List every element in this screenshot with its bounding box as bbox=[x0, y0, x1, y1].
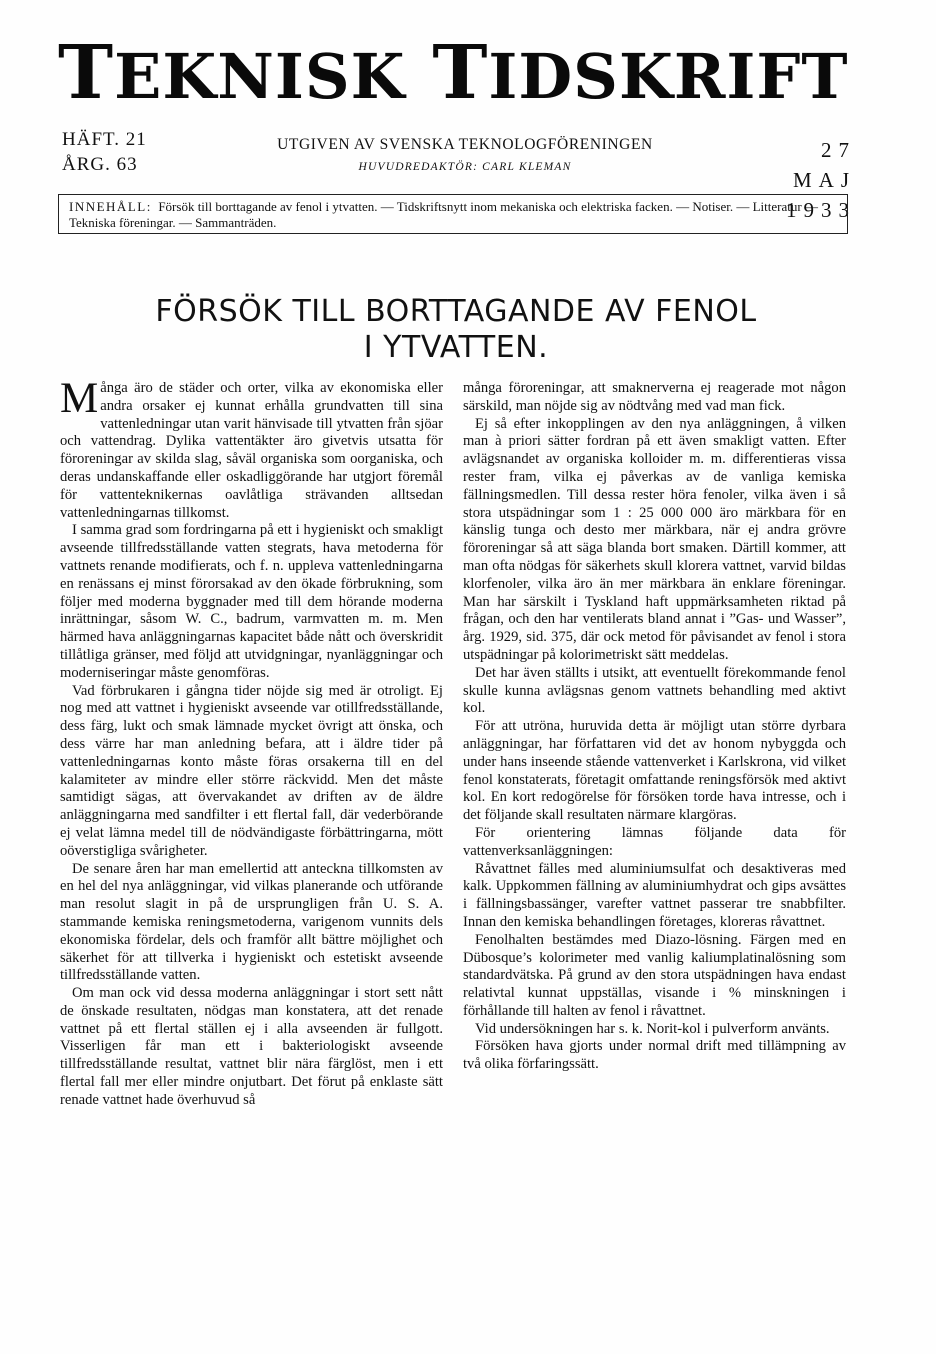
paragraph: Råvattnet fälles med aluminiumsulfat och desaktiveras med kalk. Uppkommen fällning av aluminiumhydrat och gips avsättes i fällningsbassänger, varefter vattnet passerar tre snabbfilter. Innan den kemiska behandlingen företages, kloreras råvattnet. bbox=[463, 860, 846, 930]
paragraph: Vid undersökningen har s. k. Norit-kol i pulverform använts. bbox=[475, 1020, 830, 1037]
masthead-word-2: IDSKRIFT bbox=[488, 40, 849, 113]
paragraph: Det har även ställts i utsikt, att eventuellt förekommande fenol skulle kunna avlägsnas genom vattnets behandling med aktivt kol. bbox=[463, 664, 846, 717]
table-of-contents bbox=[58, 194, 848, 234]
masthead-title bbox=[58, 18, 858, 128]
paragraph: Ej så efter inkopplingen av den nya anläggningen, å vilken man à priori sätter fordran på ett även smakligt vatten. Efter avlägsnandet av organiska kolloider m. m. differentieras vissa rester fram, vilka ej påverkas av de vanliga kemiska fällningsmedlen. Till dessa rester höra fenoler, vilka även i så stora utspädningar som 1 : 25 000 000 äro märkbara för en känslig tunga och desto mer märkbara, när ej andra grövre föroreningar så att säga blanda bort smaken. Därtill kommer, att man ofta nödgas för säkerhets skull klorera vattnet, varvid bildas klorfenoler, vilka äro än mer märkbara än enklare föreningar. Man har särskilt i Tyskland haft uppmärksamheten riktad på frågan, och den har ventilerats bland annat i ”Gas- und Wasser”, årg. 1929, sid. 375, där ock metod för påvisandet av fenol i stora utspädningar på kolorimetriskt sätt meddelas. bbox=[463, 415, 846, 663]
article-title bbox=[100, 294, 812, 366]
issue-year: 1933 bbox=[786, 198, 856, 222]
paragraph-text: ånga äro de städer och orter, vilka av ekonomiska eller andra orsaker ej kunnat erhålla grundvatten till sina vattenledningar utan varit hänvisade till ytvatten från sjöar och vattendrag. Dylika vattentäkter äro givetvis utsatta för föroreningar av skilda slag, såväl organiska som oorganiska, och deras undanskaffande eller oskadliggörande har utgjort föremål för vattenteknikernas oavlåtliga strävanden alltsedan vattenledningarnas tillkomst. bbox=[60, 380, 443, 521]
article-column-right bbox=[463, 380, 846, 1074]
paragraph: För att utröna, huruvida detta är möjligt utan större dyrbara anläggningar, har författaren vid det av honom nybyggda och under hans inseende stående vattenverket i Karlskrona, vid vilket fenol konstaterats, företagit omfattande reningsförsök med aktivt kol. En kort redogörelse för försöken torde hava intresse, och i det följande skall resultaten närmare klargöras. bbox=[463, 718, 846, 824]
article-column-left bbox=[60, 375, 443, 1110]
editor-line: HUVUDREDAKTÖR: CARL KLEMAN bbox=[358, 161, 572, 173]
article-title-line-2: I YTVATTEN. bbox=[363, 330, 549, 365]
issue-info bbox=[62, 127, 147, 177]
paragraph: För orientering lämnas följande data för vattenverksanläggningen: bbox=[463, 824, 846, 859]
paragraph: många föroreningar, att smaknerverna ej reagerade mot någon särskild, man nöjde sig av nödtvång med vad man fick. bbox=[463, 380, 846, 414]
masthead-initial: T bbox=[58, 30, 115, 116]
toc-label: INNEHÅLL: bbox=[69, 199, 152, 214]
masthead-initial-2: T bbox=[432, 30, 489, 116]
paragraph bbox=[60, 375, 443, 522]
issue-day-month: 27 MAJ bbox=[792, 138, 856, 192]
article-title-line-1: FÖRSÖK TILL BORTTAGANDE AV FENOL bbox=[155, 294, 757, 329]
paragraph: Vad förbrukaren i gångna tider nöjde sig med är otroligt. Ej nog med att vattnet i hygieniskt avseende var otillfredsställande, dess färg, lukt och smak lämnade mycket övrigt att önska, och dess värre har man anledning befara, att i äldre tider på vattenledningarnas konto måste föras orsakerna till en del kalamiteter av mindre eller större räckvidd. Men det måste samtidigt sägas, att övervakandet av driften av de äldre anläggningarna med sandfilter i ett flertal fall, där vederbörande ej velat lämna medel till de nödvändigaste förbättringarna, mött oöverstigliga svårigheter. bbox=[60, 682, 443, 859]
paragraph: De senare åren har man emellertid att anteckna tillkomsten av en hel del nya anläggningar, vid vilkas planerande och utförande man resolut slagit in på de ursprungligen från U. S. A. stammande kemiska reningsmetoderna, varigenom vunnits dels ekonomiska fördelar, dels och framför allt bättre möjlighet och säkerhet för att tillverka i hygieniskt och estetiskt avseende tillfredsställande vatten. bbox=[60, 860, 443, 984]
issue-number: HÄFT. 21 bbox=[62, 129, 147, 150]
toc-text: Försök till borttagande av fenol i ytvatten. — Tidskriftsnytt inom mekaniska och elektriska facken. — Notiser. — Litteratur — Tekniska föreningar. — Sammanträden. bbox=[69, 199, 818, 230]
publisher-info bbox=[230, 135, 700, 173]
paragraph: Fenolhalten bestämdes med Diazo-lösning. Färgen med en Dübosque’s kolorimeter med vanlig kaliumplatinalösning som standardvätska. På grund av den stora utspädningen hava endast relativtal kunnat uppställas, visande i % minskningen i förhållande till halten av fenol i råvattnet. bbox=[463, 931, 846, 1019]
paragraph: Försöken hava gjorts under normal drift med tillämpning av två olika förfaringssätt. bbox=[463, 1038, 846, 1073]
volume-number: ÅRG. 63 bbox=[62, 154, 138, 175]
masthead-word-1: EKNISK bbox=[114, 40, 406, 113]
paragraph: I samma grad som fordringarna på ett i hygieniskt och smakligt avseende tillfredsställande vatten stegrats, hava metoderna för vattnets renande modifierats, och f. n. uppleva vattenledningarna en renässans ej minst förorsakad av den ökade förbrukning, som följer med moderna byggnader med till dem hörande moderna inrättningar, såsom W. C., badrum, varmvatten m. m. Men härmed hava anläggningarnas kapacitet både nått och överskridit tillåtliga gränser, med följd att utvidgningar, nyanläggningar och moderniseringar måste genomföras. bbox=[60, 522, 443, 681]
publisher-org: UTGIVEN AV SVENSKA TEKNOLOGFÖRENINGEN bbox=[277, 136, 653, 153]
drop-cap: M bbox=[60, 375, 99, 422]
paragraph: Om man ock vid dessa moderna anläggningar i stort sett nått de önskade resultaten, nödgas man konstatera, att det renade vattnet på ett flertal ställen ej i alla avseenden är fullgott. Visserligen får man ett i bakteriologiskt avseende tillfredsställande resultat, vattnet blir nära färglöst, men i ett flertal fall mer eller mindre onjutbart. Det förut på enklaste sätt renade vattnet hade överhuvud så bbox=[60, 985, 443, 1108]
